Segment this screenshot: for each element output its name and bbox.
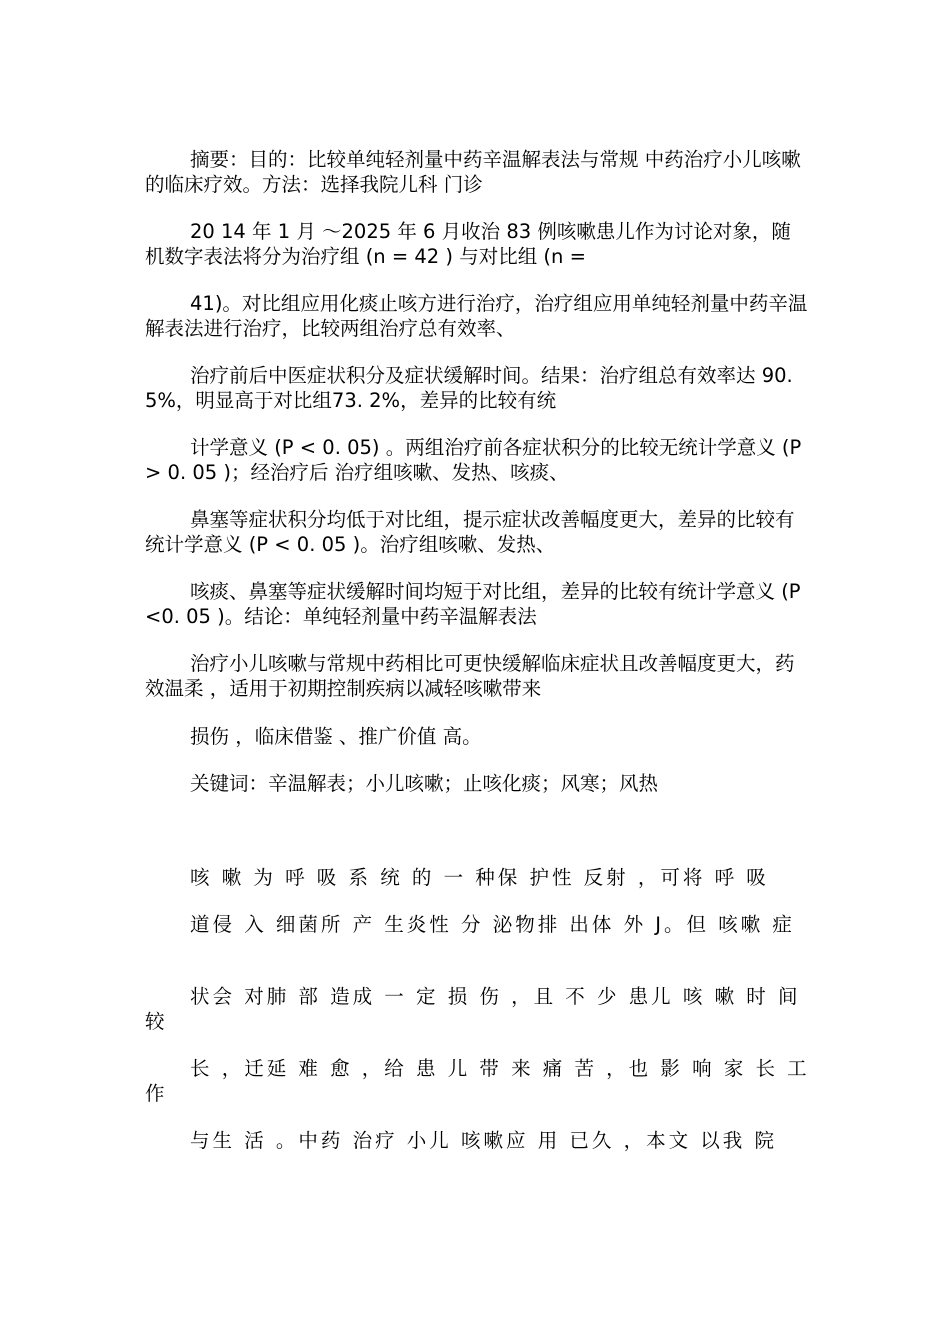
- keywords-line: 关键词：辛温解表；小儿咳嗽；止咳化痰；风寒；风热: [190, 772, 659, 795]
- abstract-paragraph-5: 计学意义 (P < 0. 05) 。两组治疗前各症状积分的比较无统计学意义 (P > 0. 05 )；经治疗后 治疗组咳嗽、发热、咳痰、: [145, 436, 802, 484]
- abstract-paragraph-7: 咳痰、鼻塞等症状缓解时间均短于对比组，差异的比较有统计学意义 (P <0. 05 )。结论：单纯轻剂量中药辛温解表法: [145, 580, 801, 628]
- body-paragraph-5: 与生 活 。中药 治疗 小儿 咳嗽应 用 已久 ，本文 以我 院: [190, 1129, 777, 1152]
- abstract-paragraph-6: 鼻塞等症状积分均低于对比组，提示症状改善幅度更大，差异的比较有统计学意义 (P < 0. 05 )。治疗组咳嗽、发热、: [145, 508, 795, 556]
- body-paragraph-3: 状会 对肺 部 造成 一 定 损 伤 ，且 不 少 患儿 咳 嗽 时 间 较: [145, 985, 801, 1033]
- abstract-paragraph-8: 治疗小儿咳嗽与常规中药相比可更快缓解临床症状且改善幅度更大，药效温柔 ，适用于初期控制疾病以减轻咳嗽带来: [145, 652, 795, 700]
- body-paragraph-2: 道侵 入 细菌所 产 生炎性 分 泌物排 出体 外 J。但 咳嗽 症: [190, 913, 795, 936]
- abstract-paragraph-1: 摘要：目的：比较单纯轻剂量中药辛温解表法与常规 中药治疗小儿咳嗽的临床疗效。方法：选择我院儿科 门诊: [145, 148, 801, 196]
- abstract-paragraph-2: 20 14 年 1 月 ～2025 年 6 月收治 83 例咳嗽患儿作为讨论对象，随机数字表法将分为治疗组 (n = 42 ) 与对比组 (n =: [145, 220, 791, 268]
- abstract-paragraph-9: 损伤 ，临床借鉴 、推广价值 高。: [190, 725, 482, 748]
- abstract-paragraph-3: 41)。对比组应用化痰止咳方进行治疗，治疗组应用单纯轻剂量中药辛温解表法进行治疗，比较两组治疗总有效率、: [145, 292, 808, 340]
- abstract-paragraph-4: 治疗前后中医症状积分及症状缓解时间。结果：治疗组总有效率达 90. 5%，明显高于对比组73. 2%，差异的比较有统: [145, 364, 793, 412]
- body-paragraph-1: 咳 嗽 为 呼 吸 系 统 的 一 种保 护性 反射 ，可将 呼 吸: [190, 866, 769, 889]
- body-paragraph-4: 长 ，迁延 难 愈 ，给 患 儿 带 来 痛 苦 ，也 影 响 家 长 工 作: [145, 1057, 810, 1105]
